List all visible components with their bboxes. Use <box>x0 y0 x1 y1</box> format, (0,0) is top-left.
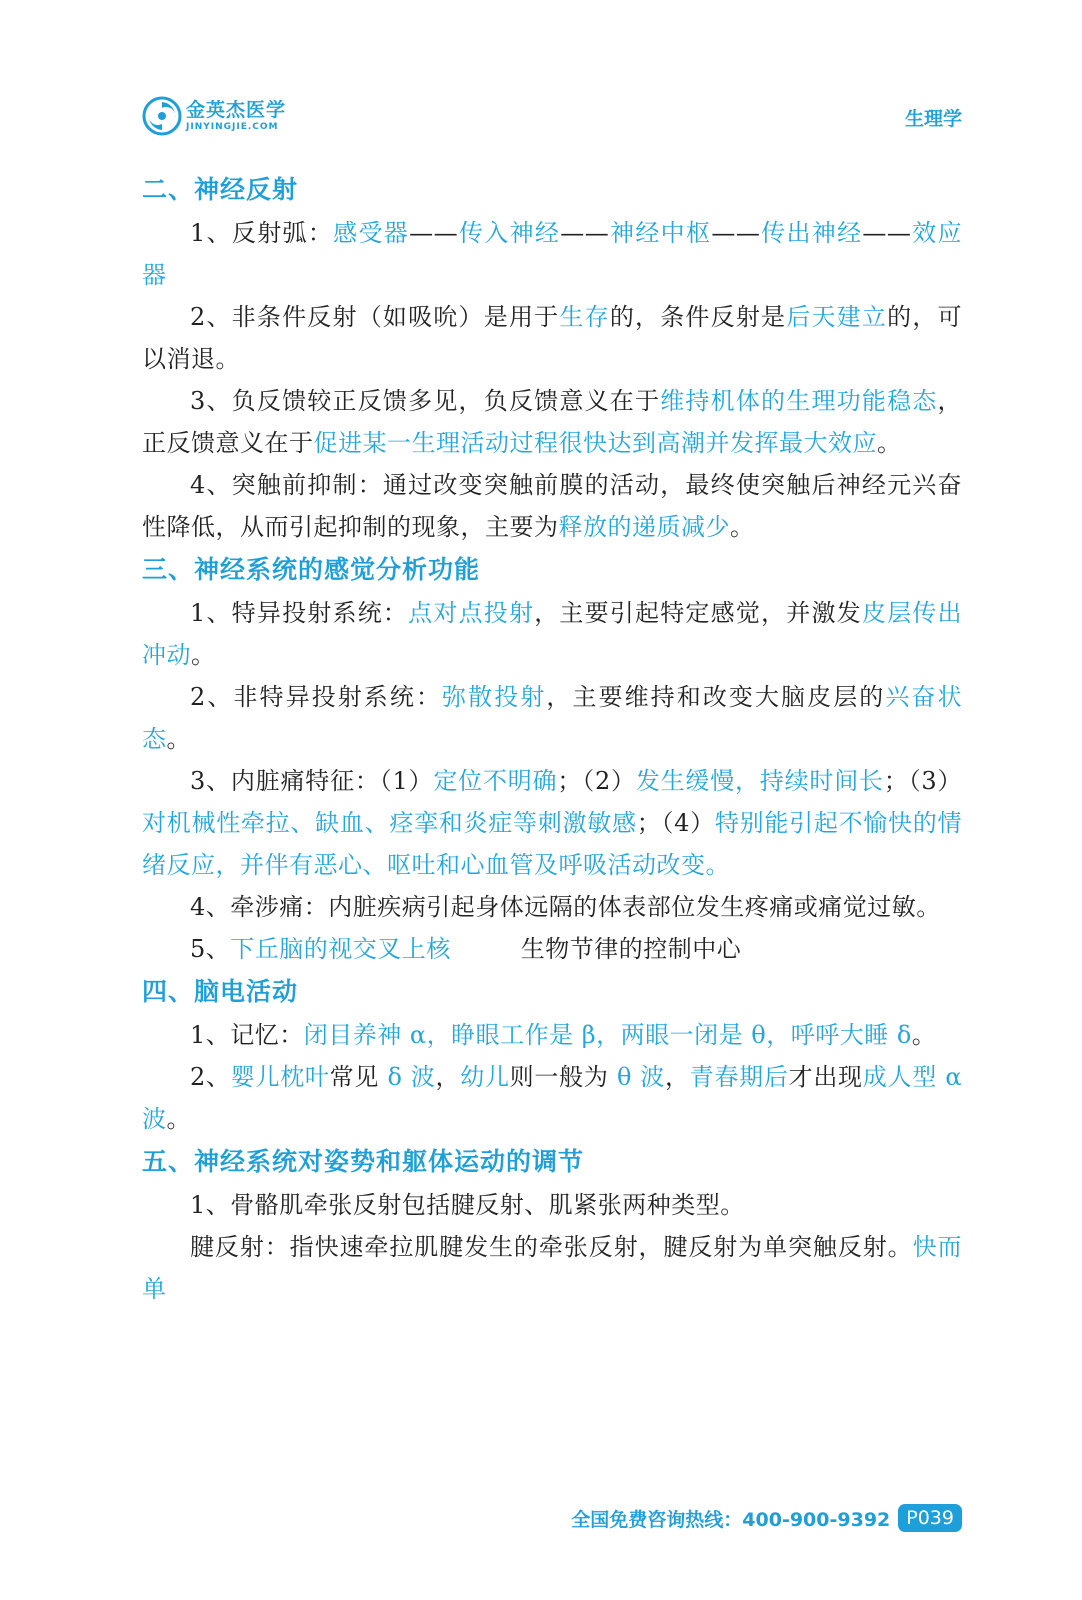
section-heading: 三、神经系统的感觉分析功能 <box>142 555 481 584</box>
highlight-text: 生存 <box>559 303 610 331</box>
body-text: 3、内脏痛特征：（1） <box>190 767 434 795</box>
body-text: 才出现 <box>788 1063 863 1091</box>
body-text: ；（2） <box>557 767 636 795</box>
body-text: 腱反射：指快速牵拉肌腱发生的牵张反射，腱反射为单突触反射。 <box>190 1233 913 1261</box>
body-text: —— <box>862 219 912 247</box>
body-text: 常见 <box>329 1063 388 1091</box>
highlight-text: 青春期后 <box>689 1063 789 1091</box>
logo-english-name: JINYINGJIE.COM <box>186 121 279 132</box>
body-text: ， <box>664 1063 690 1091</box>
body-text: 生物节律的控制中心 <box>520 935 742 963</box>
paragraph <box>142 1014 962 1056</box>
highlight-text: 后天建立 <box>786 303 888 331</box>
body-text: 1、反射弧： <box>190 219 334 247</box>
highlight-text: 定位不明确 <box>433 767 558 795</box>
paragraph <box>142 1184 962 1226</box>
body-text: 2、 <box>190 1063 231 1091</box>
body-text: ，正反馈意义在于 <box>142 387 962 457</box>
paragraph <box>142 464 962 548</box>
highlight-text: 成人型 α 波 <box>142 1063 963 1133</box>
document-body <box>142 168 962 1310</box>
highlight-text: 传入神经 <box>458 219 561 247</box>
hotline-text: 全国免费咨询热线：400-900-9392 <box>571 1508 891 1531</box>
highlight-text: 对机械性牵拉、缺血、痉挛和炎症等刺激敏感 <box>142 809 637 837</box>
highlight-text: 点对点投射 <box>408 599 535 627</box>
highlight-text: 弥散投射 <box>442 683 547 711</box>
body-text: 的，条件反射是 <box>609 303 787 331</box>
paragraph <box>142 1056 962 1140</box>
body-text: 的，可以消退。 <box>142 303 963 373</box>
paragraph <box>142 676 962 760</box>
body-text: 。 <box>877 429 902 457</box>
body-text: ；（4） <box>636 809 715 837</box>
logo-chinese-name: 金英杰医学 <box>186 98 287 121</box>
body-text: ，主要维持和改变大脑皮层的 <box>546 683 886 711</box>
paragraph <box>142 928 962 970</box>
highlight-text: 特别能引起不愉快的情绪反应，并伴有恶心、呕吐和心血管及呼吸活动改变。 <box>142 809 963 879</box>
section-heading: 五、神经系统对姿势和躯体运动的调节 <box>142 1147 585 1176</box>
body-text: 。 <box>911 1021 937 1049</box>
paragraph <box>142 296 962 380</box>
body-text: 1、记忆： <box>190 1021 304 1049</box>
body-text: —— <box>560 219 610 247</box>
body-text: —— <box>409 219 459 247</box>
body-text: ， <box>435 1063 461 1091</box>
highlight-text: 传出神经 <box>760 219 863 247</box>
section-heading: 四、脑电活动 <box>142 977 299 1006</box>
paragraph <box>142 592 962 676</box>
body-text: ，主要引起特定感觉，并激发 <box>534 599 862 627</box>
highlight-text: 幼儿 <box>460 1063 510 1091</box>
page-header <box>142 96 962 140</box>
highlight-text: 快而单 <box>142 1233 963 1303</box>
paragraph <box>142 886 962 928</box>
highlight-text: 维持机体的生理功能稳态 <box>660 387 938 415</box>
body-text: 。 <box>166 725 191 753</box>
body-text: 。 <box>730 513 755 541</box>
body-text: 。 <box>191 641 216 669</box>
body-text: 。 <box>166 1105 191 1133</box>
body-text: 4、突触前抑制：通过改变突触前膜的活动，最终使突触后神经元兴奋性降低，从而引起抑制的现象，主要为 <box>142 471 962 541</box>
highlight-text: 闭目养神 α，睁眼工作是 β，两眼一闭是 θ，呼呼大睡 δ <box>303 1021 912 1049</box>
paragraph <box>142 1226 962 1310</box>
highlight-text: 皮层传出冲动 <box>142 599 963 669</box>
highlight-text: δ 波 <box>387 1063 436 1091</box>
body-text: 1、特异投射系统： <box>190 599 409 627</box>
subject-title: 生理学 <box>904 108 962 130</box>
body-text: 4、牵涉痛：内脏疾病引起身体远隔的体表部位发生疼痛或痛觉过敏。 <box>190 893 941 921</box>
highlight-text: 感受器 <box>333 219 410 247</box>
section-heading: 二、神经反射 <box>142 175 299 204</box>
body-text: ；（3） <box>883 767 962 795</box>
highlight-text: 兴奋状态 <box>142 683 963 753</box>
paragraph <box>142 380 962 464</box>
highlight-text: 神经中枢 <box>609 219 712 247</box>
highlight-text: 婴儿枕叶 <box>230 1063 330 1091</box>
body-text: 1、骨骼肌牵张反射包括腱反射、肌紧张两种类型。 <box>190 1191 745 1219</box>
page-footer <box>571 1500 962 1536</box>
body-text: 2、非条件反射（如吸吮）是用于 <box>190 303 560 331</box>
logo-swirl-icon <box>142 96 182 136</box>
highlight-text: θ 波 <box>616 1063 665 1091</box>
brand-logo <box>142 96 286 136</box>
body-text: 5、 <box>190 935 231 963</box>
body-text: 3、负反馈较正反馈多见，负反馈意义在于 <box>190 387 661 415</box>
highlight-text: 下丘脑的视交叉上核 <box>230 935 451 963</box>
highlight-text: 释放的递质减少 <box>558 513 730 541</box>
paragraph <box>142 212 962 296</box>
paragraph <box>142 760 962 886</box>
highlight-text: 发生缓慢，持续时间长 <box>635 767 884 795</box>
highlight-text: 效应器 <box>142 219 963 289</box>
highlight-text: 促进某一生理活动过程很快达到高潮并发挥最大效应 <box>313 429 877 457</box>
body-text: 2、非特异投射系统： <box>190 683 443 711</box>
body-text: —— <box>711 219 761 247</box>
page-number-badge: P039 <box>898 1504 962 1532</box>
body-text: 则一般为 <box>509 1063 617 1091</box>
